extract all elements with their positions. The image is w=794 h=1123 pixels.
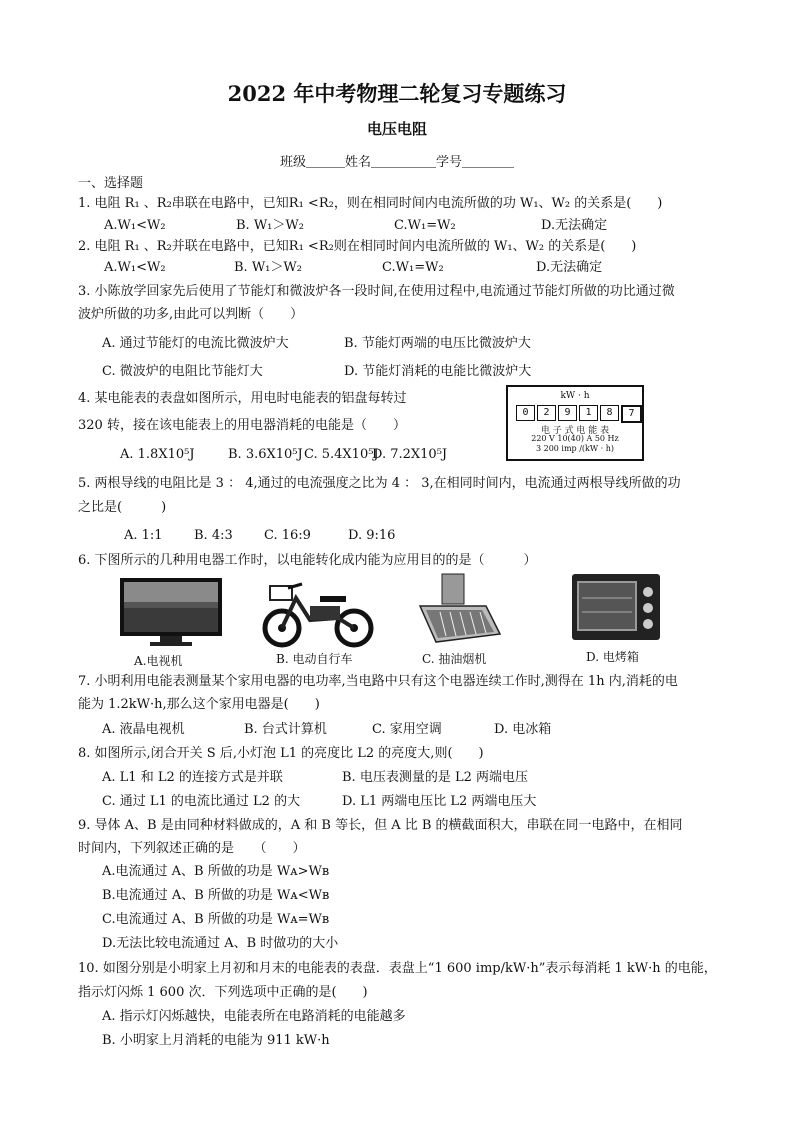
meter-digit: 9 [558, 405, 577, 421]
question-9-option-a: A.电流通过 A、B 所做的功是 Wᴀ>Wʙ [102, 864, 330, 879]
question-2-stem: 2. 电阻 R₁ 、R₂并联在电路中，已知R₁ <R₂则在相同时间内电流所做的 W₁、W₂ 的关系是( ) [78, 239, 637, 254]
question-4-option-c: C. 5.4X10⁵J [304, 447, 379, 462]
question-5-option-a: A. 1:1 [124, 528, 163, 543]
question-1-stem: 1. 电阻 R₁ 、R₂串联在电路中，已知R₁ <R₂，则在相同时间内电流所做的功 W₁、W₂ 的关系是( ) [78, 196, 663, 211]
question-8-option-a: A. L1 和 L2 的连接方式是并联 [102, 770, 283, 785]
question-9-stem-line-2: 时间内，下列叙述正确的是 （ ） [78, 841, 306, 856]
question-4-stem-line-1: 4. 某电能表的表盘如图所示，用电时电能表的铝盘每转过 [78, 391, 407, 406]
question-2-option-c: C.W₁=W₂ [382, 260, 444, 275]
student-info-line: 班级＿＿＿姓名＿＿＿＿＿学号＿＿＿＿ [279, 155, 514, 170]
question-7-stem-line-1: 7. 小明利用电能表测量某个家用电器的电功率,当电路中只有这个电器连续工作时,测得在 1h 内,消耗的电 [78, 674, 678, 689]
meter-digit: 8 [600, 405, 619, 421]
question-5-option-b: B. 4:3 [194, 528, 233, 543]
energy-meter-digits [516, 405, 644, 423]
question-1-option-d: D.无法确定 [541, 218, 608, 233]
question-4-option-a: A. 1.8X10⁵J [120, 447, 195, 462]
question-4-option-b: B. 3.6X10⁵J [228, 447, 303, 462]
question-8-stem: 8. 如图所示,闭合开关 S 后,小灯泡 L1 的亮度比 L2 的亮度大,则( ) [78, 746, 484, 761]
question-2-option-d: D.无法确定 [536, 260, 603, 275]
range-hood-image [416, 572, 502, 648]
question-8-option-d: D. L1 两端电压比 L2 两端电压大 [342, 794, 537, 809]
question-9-option-d: D.无法比较电流通过 A、B 时做功的大小 [102, 936, 339, 951]
meter-digit: 7 [621, 405, 642, 423]
question-4-option-d: D. 7.2X10⁵J [372, 447, 448, 462]
question-9-option-b: B.电流通过 A、B 所做的功是 Wᴀ<Wʙ [102, 888, 330, 903]
question-2-option-b: B. W₁＞W₂ [234, 260, 302, 275]
question-7-option-c: C. 家用空调 [372, 722, 442, 737]
section-heading: 一、选择题 [78, 176, 144, 191]
page-title: 2022 年中考物理二轮复习专题练习 [227, 81, 567, 106]
question-3-stem-line-1: 3. 小陈放学回家先后使用了节能灯和微波炉各一段时间,在使用过程中,电流通过节能灯所做的功比通过微 [78, 284, 675, 299]
appliance-caption-b: B. 电动自行车 [276, 652, 353, 666]
energy-meter-label: 电 子 式 电 能 表 [540, 426, 610, 436]
appliance-caption-d: D. 电烤箱 [586, 650, 639, 664]
question-10-option-b: B. 小明家上月消耗的电能为 911 kW·h [102, 1033, 330, 1048]
meter-digit: 1 [579, 405, 598, 421]
tv-image [118, 576, 224, 648]
energy-meter-rating: 220 V 10(40) A 50 Hz [531, 434, 619, 443]
appliance-caption-c: C. 抽油烟机 [422, 652, 487, 666]
page-subtitle: 电压电阻 [366, 120, 427, 138]
question-9-stem-line-1: 9. 导体 A、B 是由同种材料做成的，A 和 B 等长，但 A 比 B 的横截面积大，串联在同一电路中，在相同 [78, 818, 683, 833]
question-5-stem-line-1: 5. 两根导线的电阻比是 3 ： 4,通过的电流强度之比为 4 ： 3,在相同时间内，电流通过两根导线所做的功 [78, 476, 681, 491]
question-8-option-b: B. 电压表测量的是 L2 两端电压 [342, 770, 528, 785]
question-3-option-d: D. 节能灯消耗的电能比微波炉大 [344, 364, 532, 379]
question-3-option-c: C. 微波炉的电阻比节能灯大 [102, 364, 263, 379]
meter-digit: 2 [537, 405, 556, 421]
energy-meter-figure [506, 385, 644, 461]
question-2-option-a: A.W₁<W₂ [104, 260, 166, 275]
question-1-option-b: B. W₁＞W₂ [236, 218, 304, 233]
question-1-option-c: C.W₁=W₂ [394, 218, 456, 233]
energy-meter-unit: kW · h [560, 391, 590, 401]
question-5-option-c: C. 16:9 [264, 528, 311, 543]
question-7-option-b: B. 台式计算机 [244, 722, 327, 737]
electric-bicycle-image [262, 578, 374, 648]
question-10-stem-line-1: 10. 如图分别是小明家上月初和月末的电能表的表盘．表盘上“1 600 imp/kW·h”表示每消耗 1 kW·h 的电能， [78, 961, 717, 976]
question-3-stem-line-2: 波炉所做的功多,由此可以判断（ ） [78, 307, 304, 322]
question-5-stem-line-2: 之比是( ) [78, 500, 167, 515]
question-3-option-a: A. 通过节能灯的电流比微波炉大 [102, 336, 289, 351]
question-7-option-a: A. 液晶电视机 [102, 722, 185, 737]
question-4-stem-line-2: 320 转，接在该电能表上的用电器消耗的电能是（ ） [78, 418, 406, 433]
question-10-stem-line-2: 指示灯闪烁 1 600 次．下列选项中正确的是( ) [78, 985, 368, 1000]
question-6-stem: 6. 下图所示的几种用电器工作时，以电能转化成内能为应用目的的是（ ） [78, 553, 537, 568]
meter-digit: 0 [516, 405, 535, 421]
question-5-option-d: D. 9:16 [348, 528, 396, 543]
question-10-option-a: A. 指示灯闪烁越快，电能表所在电路消耗的电能越多 [102, 1009, 406, 1024]
energy-meter-constant: 3 200 imp /(kW · h) [535, 444, 615, 453]
electric-oven-image [570, 572, 662, 644]
question-8-option-c: C. 通过 L1 的电流比通过 L2 的大 [102, 794, 301, 809]
question-3-option-b: B. 节能灯两端的电压比微波炉大 [344, 336, 531, 351]
question-7-option-d: D. 电冰箱 [494, 722, 552, 737]
question-1-option-a: A.W₁<W₂ [104, 218, 166, 233]
appliance-caption-a: A.电视机 [134, 654, 183, 668]
question-7-stem-line-2: 能为 1.2kW·h,那么这个家用电器是( ) [78, 697, 320, 712]
question-9-option-c: C.电流通过 A、B 所做的功是 Wᴀ=Wʙ [102, 912, 330, 927]
